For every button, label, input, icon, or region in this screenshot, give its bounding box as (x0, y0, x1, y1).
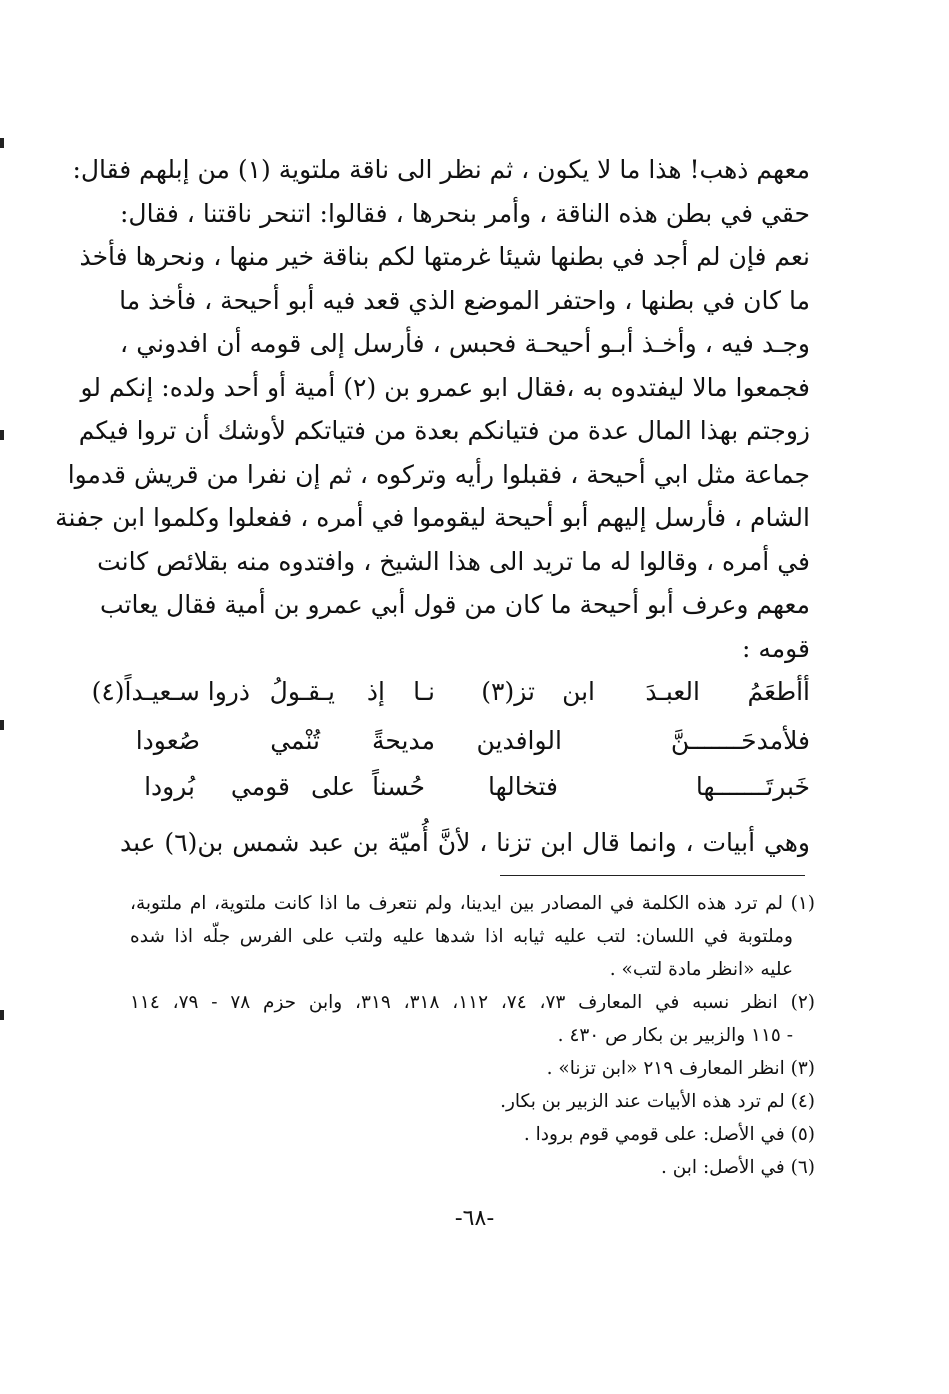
text-line: قومه : (741, 633, 810, 663)
text-line: وهي أبيات ، وانما قال ابن تزنا ، لأنَّ أُميّة بن عبد شمس بن(٦) عبد (120, 828, 810, 857)
text-line: نعم فإن لم أجد في بطنها شيئا غرمتها لكم بناقة خير منها ، ونحرها فأخذ (79, 242, 810, 271)
footnote-separator (500, 875, 805, 876)
verse-line (120, 772, 810, 808)
verse-word: تُنْمي (270, 726, 320, 755)
main-text (55, 148, 810, 670)
verse-word: على (310, 772, 355, 801)
text-line: ما كان في بطنها ، واحتفر الموضع الذي قعد فيه أبو أحيحة ، فأخذ ما (119, 285, 810, 315)
text-line: في أمره ، وقالوا له ما تريد الى هذا الشيخ ، وافتدوه منه بقلائص كانت (97, 546, 810, 576)
footnote-line: - ١١٥ والزبير بن بكار ص ٤٣٠ . (557, 1025, 793, 1046)
footnote-line: عليه «انظر مادة لتب» . (609, 959, 793, 980)
verse-word: تز(٣) (481, 677, 535, 706)
text-line: زوجتم بهذا المال عدة من فتيانكم بعدة من فتياتكم لأوشك أن تروا فيكم (78, 416, 810, 445)
verse-word: مديحةً (371, 726, 435, 755)
verse-word: نـا (413, 677, 435, 706)
footnote-line: (٦) في الأصل: ابن . (660, 1157, 815, 1178)
verse-word: ذروا سـعيـداً(٤) (91, 677, 250, 706)
verse-word: ابن (562, 677, 595, 706)
scan-edge-mark (0, 138, 4, 148)
text-line: وجـد فيه ، وأخـذ أبـو أحيحـة فحبس ، فأرسل إلى قومه أن افدوني ، (120, 329, 810, 358)
footnote-line: (٢) انظر نسبه في المعارف ٧٣، ٧٤، ١١٢، ٣١٨، ٣١٩، وابن حزم ٧٨ - ٧٩، ١١٤ (130, 992, 815, 1013)
text-line: معهم ذهب! هذا ما لا يكون ، ثم نظر الى ناقة ملتوية (١) من إبلهم فقال: (72, 155, 810, 184)
verse-word: الوافدين (476, 726, 562, 755)
verse-word: بُرودا (144, 772, 195, 801)
verse-line (91, 677, 810, 713)
footnote-line: وملتوبة في اللسان: لتب عليه ثيابه اذا شدها عليه ولتب على الفرس جلّه اذا شده (130, 926, 793, 947)
verse-word: صُعودا (135, 726, 200, 755)
text-line: معهم وعرف أبو أحيحة ما كان من قول أبي عمرو بن أمية فقال يعاتب (99, 590, 810, 619)
footnote-line: (٥) في الأصل: على قومي قوم برودا . (523, 1124, 815, 1145)
verse-word: فلأمدحَـــــــنَّ (670, 726, 810, 755)
verse-line (120, 726, 810, 762)
text-line: فجمعوا مالا ليفتدوه به ،فقال ابو عمرو بن (٢) أمية أو أحد ولده: إنكم لو (80, 372, 810, 402)
verse-word: إذ (366, 677, 385, 706)
footnote-line: (١) لم ترد هذه الكلمة في المصادر بين ايدينا، ولم نتعرف ما اذا كانت ملتوية، ام ملتوبة، (130, 893, 815, 914)
verse-word: يـقـولُ (269, 677, 335, 706)
footnote-line: (٤) لم ترد هذه الأبيات عند الزبير بن بكار. (500, 1091, 815, 1112)
verse-word: حُسناً (372, 772, 425, 801)
text-line: حقي في بطن هذه الناقة ، وأمر بنحرها ، فقالوا: اتنحر ناقتنا ، فقال: (120, 198, 810, 228)
text-line: الشام ، فأرسل إليهم أبو أحيحة ليقوموا في أمره ، ففعلوا وكلموا ابن جفنة (55, 503, 810, 532)
verse-word: أأطعَمُ (747, 677, 810, 706)
scan-edge-mark (0, 430, 4, 440)
verse-word: فتخالها (487, 772, 558, 801)
footnote-line: (٣) انظر المعارف ٢١٩ «ابن تزنا» . (546, 1058, 815, 1079)
text-line: جماعة مثل ابي أحيحة ، فقبلوا رأيه وتركوه ، ثم إن نفرا من قريش قدموا (67, 459, 810, 489)
scan-edge-mark (0, 720, 4, 730)
verse-word: العبـدَ (645, 677, 700, 706)
verse-word: خَبرتَـــــــها (695, 772, 810, 801)
page-number: -٦٨- (454, 1206, 495, 1231)
footnotes (130, 887, 815, 1184)
scan-edge-mark (0, 1010, 4, 1020)
verse-word: قومي (230, 772, 290, 801)
